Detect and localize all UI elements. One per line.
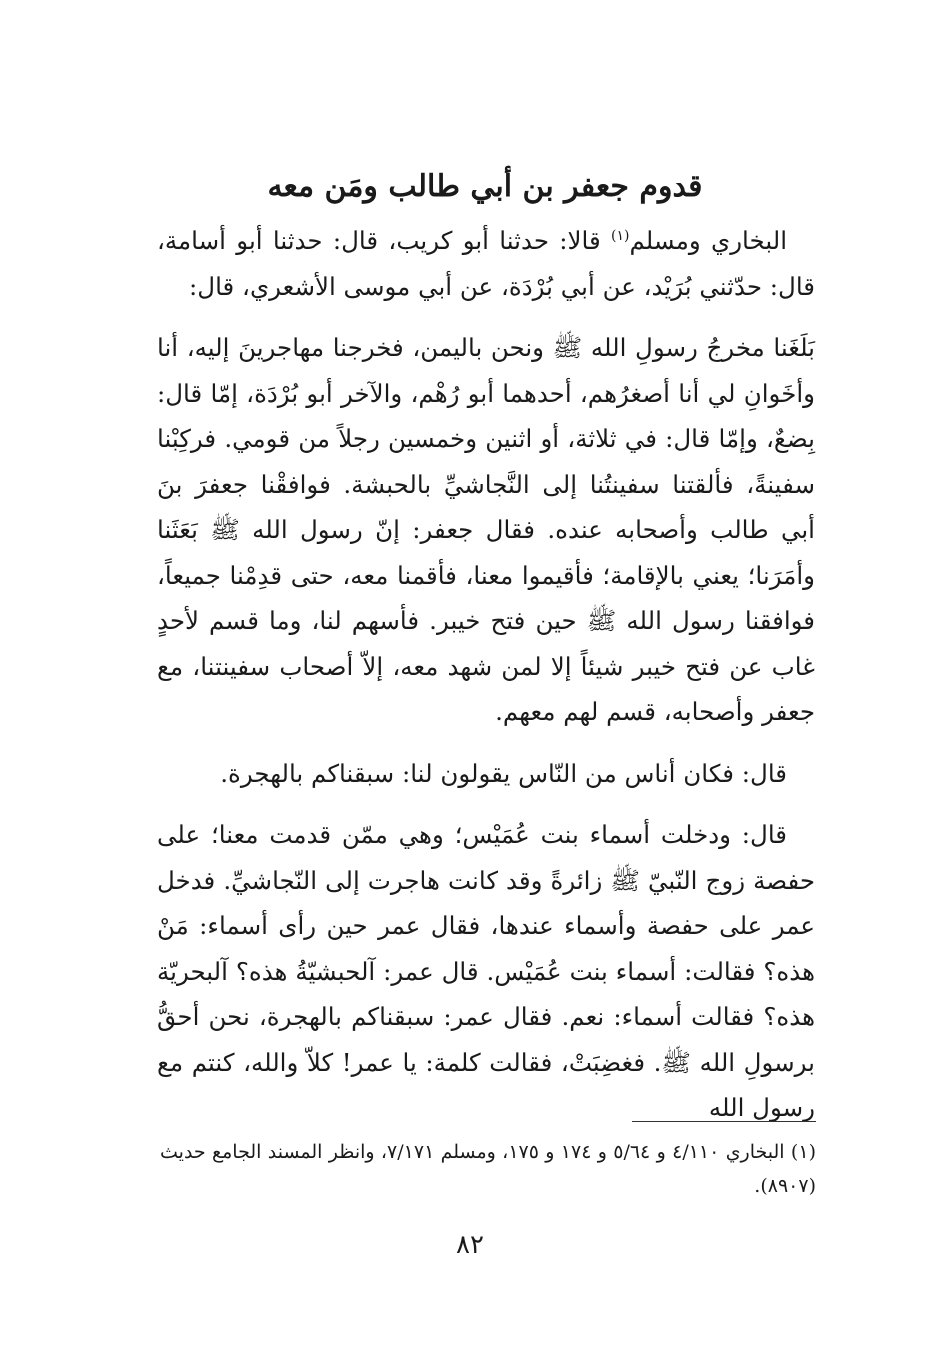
paragraph-asma: قال: ودخلت أسماء بنت عُمَيْس؛ وهي ممّن قدمت معنا؛ على حفصة زوج النّبيّ ﷺ زائرةً وقد كانت هاجرت إلى النّجاشيِّ. فدخل عمر على حفصة وأسماء عندها، فقال عمر حين رأى أسماء: مَنْ هذه؟ فقالت: أسماء بنت عُمَيْس. قال عمر: آلحبشيّةُ هذه؟ آلبحريّة هذه؟ فقالت أسماء: نعم. فقال عمر: سبقناكم بالهجرة، نحن أحقُّ برسولِ الله ﷺ. فغضِبَتْ، فقالت كلمة: يا عمر! كلاّ والله، كنتم مع رسول الله — [157, 820, 815, 1122]
paragraph-isnad — [157, 218, 815, 309]
footnote-text: (١) البخاري ٤/١١٠ و ٥/٦٤ و ١٧٤ و ١٧٥، ومسلم ٧/١٧١، وانظر المسند الجامع حديث (٨٩٠٧). — [160, 1141, 816, 1197]
paragraph-hijra: قال: فكان أناس من النّاس يقولون لنا: سبقناكم بالهجرة. — [220, 758, 787, 788]
footnote-divider — [632, 1121, 816, 1122]
isnad-rest: قالا: حدثنا أبو كريب، قال: حدثنا أبو أسامة، قال: حدّثني بُرَيْد، عن أبي بُرْدَة، عن أبي موسى الأشعري، قال: — [157, 226, 815, 301]
chapter-title: قدوم جعفر بن أبي طالب ومَن معه — [267, 169, 703, 204]
isnad-start: البخاري ومسلم — [629, 226, 787, 255]
paragraph-narration: بَلَغَنا مخرجُ رسولِ الله ﷺ ونحن باليمن، فخرجنا مهاجرينَ إليه، أنا وأخَوانِ لي أنا أصغرُهم، أحدهما أبو رُهْم، والآخر أبو بُرْدَة، إمّا قال: بِضعٌ، وإمّا قال: في ثلاثة، أو اثنين وخمسين رجلاً من قومي. فركِبْنا سفينةً، فألقتنا سفينتُنا إلى النَّجاشيِّ بالحبشة. فوافقْنا جعفرَ بنَ أبي طالب وأصحابه عنده. فقال جعفر: إنّ رسول الله ﷺ بَعَثَنا وأمَرَنا؛ يعني بالإقامة؛ فأقيموا معنا، فأقمنا معه، حتى قدِمْنا جميعاً، فوافقنا رسول الله ﷺ حين فتح خيبر. فأسهم لنا، وما قسم لأحدٍ غاب عن فتح خيبر شيئاً إلا لمن شهد معه، إلاّ أصحاب سفينتنا، مع جعفر وأصحابه، قسم لهم معهم. — [157, 333, 815, 726]
page-number: ٨٢ — [456, 1230, 484, 1260]
main-text — [157, 218, 815, 1147]
footnote-marker[interactable]: (١) — [611, 227, 630, 244]
